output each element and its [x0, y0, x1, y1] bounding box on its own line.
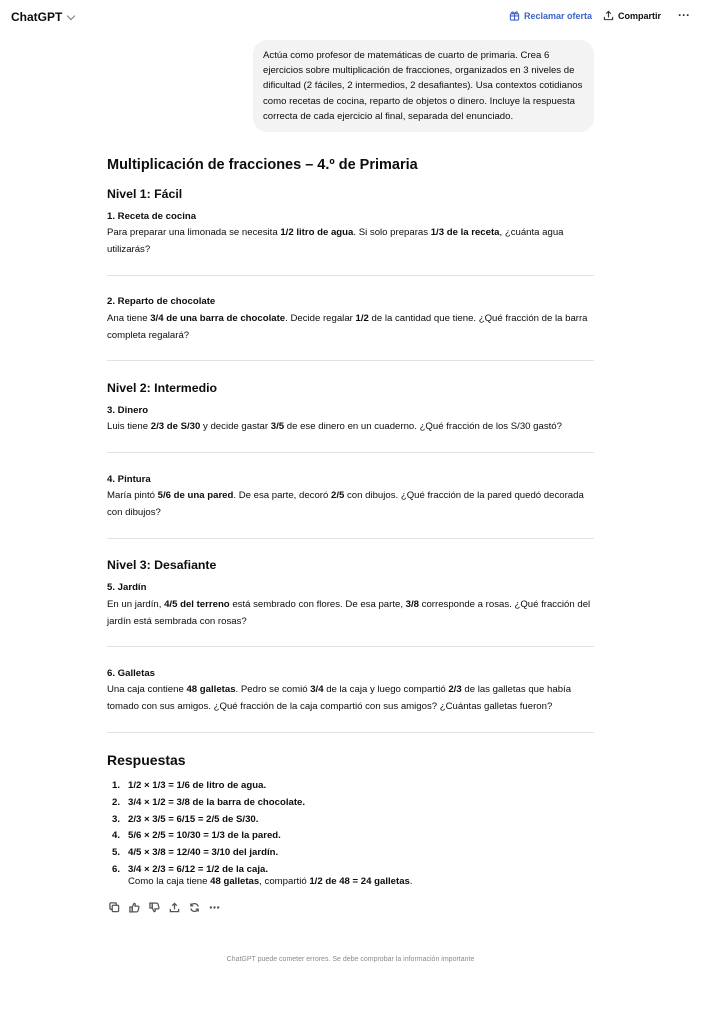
divider — [107, 646, 594, 647]
answer-item: 6. 3/4 × 2/3 = 6/12 = 1/2 de la caja. — [112, 863, 269, 875]
copy-icon[interactable] — [107, 900, 121, 914]
exercise-text: Una caja contiene 48 galletas. Pedro se comió 3/4 de la caja y luego compartió 2/3 de las galletas que había tomado con sus amigos. ¿Qué fracción de la caja compartió con sus amigos? ¿Cuántas galletas fueron? — [107, 684, 572, 712]
divider — [107, 538, 594, 539]
thumbs-down-icon[interactable] — [147, 900, 161, 914]
share-icon[interactable] — [167, 900, 181, 914]
answer-item: 5. 4/5 × 3/8 = 12/40 = 3/10 del jardín. — [112, 847, 279, 859]
share-button[interactable] — [603, 10, 661, 21]
user-message: Actúa como profesor de matemáticas de cuarto de primaria. Crea 6 ejercicios sobre multiplicación de fracciones, organizados en 3 niveles de dificultad (2 fáciles, 2 intermedios, 2 desafiantes). Usa contextos cotidianos como recetas de cocina, reparto de objetos o dinero. Incluye la respuesta correcta de cada ejercicio al final, separada del enunciado. — [253, 40, 594, 132]
exercise-text: Luis tiene 2/3 de S/30 y decide gastar 3/5 de ese dinero en un cuaderno. ¿Qué fracción de los S/30 gastó? — [107, 421, 562, 432]
exercise-title: 2. Reparto de chocolate — [107, 296, 216, 307]
more-options-button[interactable]: ··· — [678, 8, 690, 22]
message-actions — [107, 900, 221, 914]
exercise-text: María pintó 5/6 de una pared. De esa parte, decoró 2/5 con dibujos. ¿Qué fracción de la pared quedó decorada con dibujos? — [107, 490, 584, 518]
exercise-title: 3. Dinero — [107, 405, 149, 416]
claim-offer-label: Reclamar oferta — [524, 10, 593, 21]
exercise-text: En un jardín, 4/5 del terreno está sembrado con flores. De esa parte, 3/8 corresponde a rosas. ¿Qué fracción del jardín está sembrada con rosas? — [107, 599, 591, 627]
share-label: Compartir — [618, 10, 662, 21]
exercise-text: Ana tiene 3/4 de una barra de chocolate. Decide regalar 1/2 de la cantidad que tiene. ¿Qué fracción de la barra completa regalará? — [107, 313, 588, 341]
exercise-title: 1. Receta de cocina — [107, 211, 197, 222]
more-icon[interactable] — [207, 900, 221, 914]
level-heading: Nivel 2: Intermedio — [107, 381, 218, 395]
thumbs-up-icon[interactable] — [127, 900, 141, 914]
gift-icon — [509, 10, 520, 21]
divider — [107, 452, 594, 453]
divider — [107, 275, 594, 276]
divider — [107, 360, 594, 361]
divider — [107, 732, 594, 733]
exercise-title: 5. Jardín — [107, 582, 147, 593]
upload-icon — [603, 10, 614, 21]
app-name: ChatGPT — [11, 10, 63, 24]
regenerate-icon[interactable] — [187, 900, 201, 914]
answer-item: 4. 5/6 × 2/5 = 10/30 = 1/3 de la pared. — [112, 830, 281, 842]
exercise-title: 4. Pintura — [107, 474, 151, 485]
exercise-text: Para preparar una limonada se necesita 1/2 litro de agua. Si solo preparas 1/3 de la receta, ¿cuánta agua utilizarás? — [107, 227, 564, 255]
level-heading: Nivel 3: Desafiante — [107, 558, 217, 572]
exercise-title: 6. Galletas — [107, 668, 155, 679]
answers-list — [112, 778, 305, 879]
answers-heading: Respuestas — [107, 752, 186, 768]
answer-item: 1. 1/2 × 1/3 = 1/6 de litro de agua. — [112, 780, 267, 791]
answer-item: 3. 2/3 × 3/5 = 6/15 = 2/5 de S/30. — [112, 813, 259, 825]
level-heading: Nivel 1: Fácil — [107, 187, 183, 201]
answer-note: Como la caja tiene 48 galletas, compartió 1/2 de 48 = 24 galletas. — [128, 876, 413, 887]
top-bar — [0, 0, 701, 34]
claim-offer-button[interactable] — [509, 10, 592, 21]
response-title: Multiplicación de fracciones – 4.º de Primaria — [107, 157, 418, 173]
chevron-down-icon — [67, 11, 75, 19]
disclaimer-footer: ChatGPT puede cometer errores. Se debe comprobar la información importante — [226, 956, 475, 963]
answer-item: 2. 3/4 × 1/2 = 3/8 de la barra de chocolate. — [112, 796, 306, 808]
model-selector[interactable] — [11, 10, 74, 24]
